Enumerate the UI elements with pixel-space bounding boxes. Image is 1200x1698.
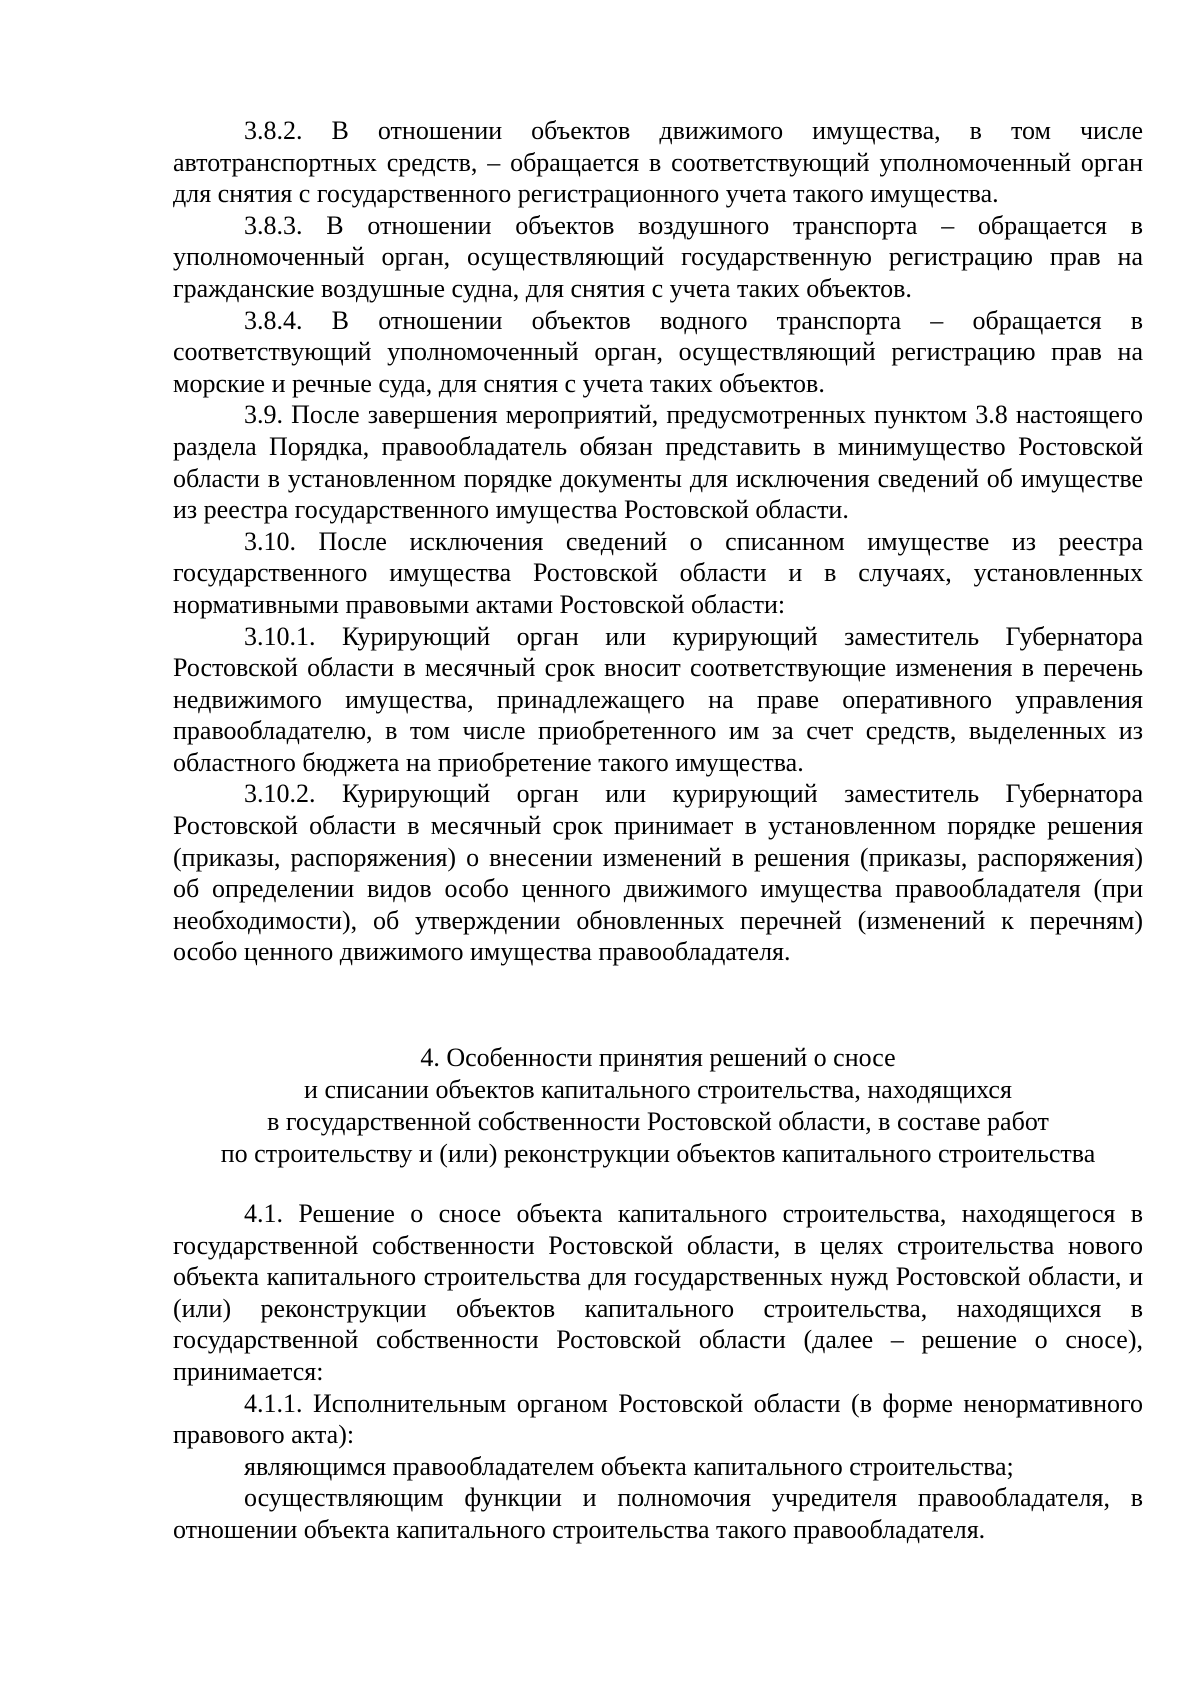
- paragraph-3-8-3: 3.8.3. В отношении объектов воздушного транспорта – обращается в уполномоченный орган, осуществляющий государственную регистрацию прав на гражданские воздушные судна, для снятия с учета таких объектов.: [173, 210, 1143, 303]
- section-4-heading: [173, 1042, 1143, 1170]
- paragraph-4-1-1-item-1: являющимся правообладателем объекта капитального строительства;: [244, 1451, 1014, 1481]
- section-4-heading-line: 4. Особенности принятия решений о сносе: [420, 1043, 896, 1072]
- paragraph-3-9: 3.9. После завершения мероприятий, предусмотренных пунктом 3.8 настоящего раздела Порядка, правообладатель обязан представить в минимущество Ростовской области в установленном порядке документы для исключения сведений об имуществе из реестра государственного имущества Ростовской области.: [173, 400, 1143, 525]
- section-4-heading-line: и списании объектов капитального строительства, находящихся: [304, 1075, 1012, 1104]
- section-4-heading-line: в государственной собственности Ростовской области, в составе работ: [267, 1107, 1049, 1136]
- paragraph-3-10-2: 3.10.2. Курирующий орган или курирующий заместитель Губернатора Ростовской области в месячный срок принимает в установленном порядке решения (приказы, распоряжения) о внесении изменений в решения (приказы, распоряжения) об определении видов особо ценного движимого имущества правообладателя (при необходимости), об утверждении обновленных перечней (изменений к перечням) особо ценного движимого имущества правообладателя.: [173, 779, 1143, 967]
- paragraph-3-8-2: 3.8.2. В отношении объектов движимого имущества, в том числе автотранспортных средств, – обращается в соответствующий уполномоченный орган для снятия с государственного регистрационного учета такого имущества.: [173, 116, 1143, 209]
- section-4-body: [173, 1198, 1143, 1546]
- section-3-body: [173, 115, 1143, 968]
- paragraph-3-10-1: 3.10.1. Курирующий орган или курирующий заместитель Губернатора Ростовской области в месячный срок вносит соответствующие изменения в перечень недвижимого имущества, принадлежащего на праве оперативного управления правообладателю, в том числе приобретенного им за счет средств, выделенных из областного бюджета на приобретение такого имущества.: [173, 621, 1143, 777]
- paragraph-4-1-1: 4.1.1. Исполнительным органом Ростовской области (в форме ненормативного правового акта):: [173, 1388, 1143, 1450]
- paragraph-4-1: 4.1. Решение о сносе объекта капитального строительства, находящегося в государственной собственности Ростовской области, в целях строительства нового объекта капитального строительства для государственных нужд Ростовской области, и (или) реконструкции объектов капитального строительства, находящихся в государственной собственности Ростовской области (далее – решение о сносе), принимается:: [173, 1199, 1143, 1386]
- paragraph-3-10: 3.10. После исключения сведений о списанном имуществе из реестра государственного имущества Ростовской области и в случаях, установленных нормативными правовыми актами Ростовской области:: [173, 526, 1143, 619]
- paragraph-3-8-4: 3.8.4. В отношении объектов водного транспорта – обращается в соответствующий уполномоченный орган, осуществляющий регистрацию прав на морские и речные суда, для снятия с учета таких объектов.: [173, 305, 1143, 398]
- paragraph-4-1-1-item-2: осуществляющим функции и полномочия учредителя правообладателя, в отношении объекта капитального строительства такого правообладателя.: [173, 1483, 1143, 1544]
- section-4-heading-line: по строительству и (или) реконструкции объектов капитального строительства: [220, 1139, 1096, 1168]
